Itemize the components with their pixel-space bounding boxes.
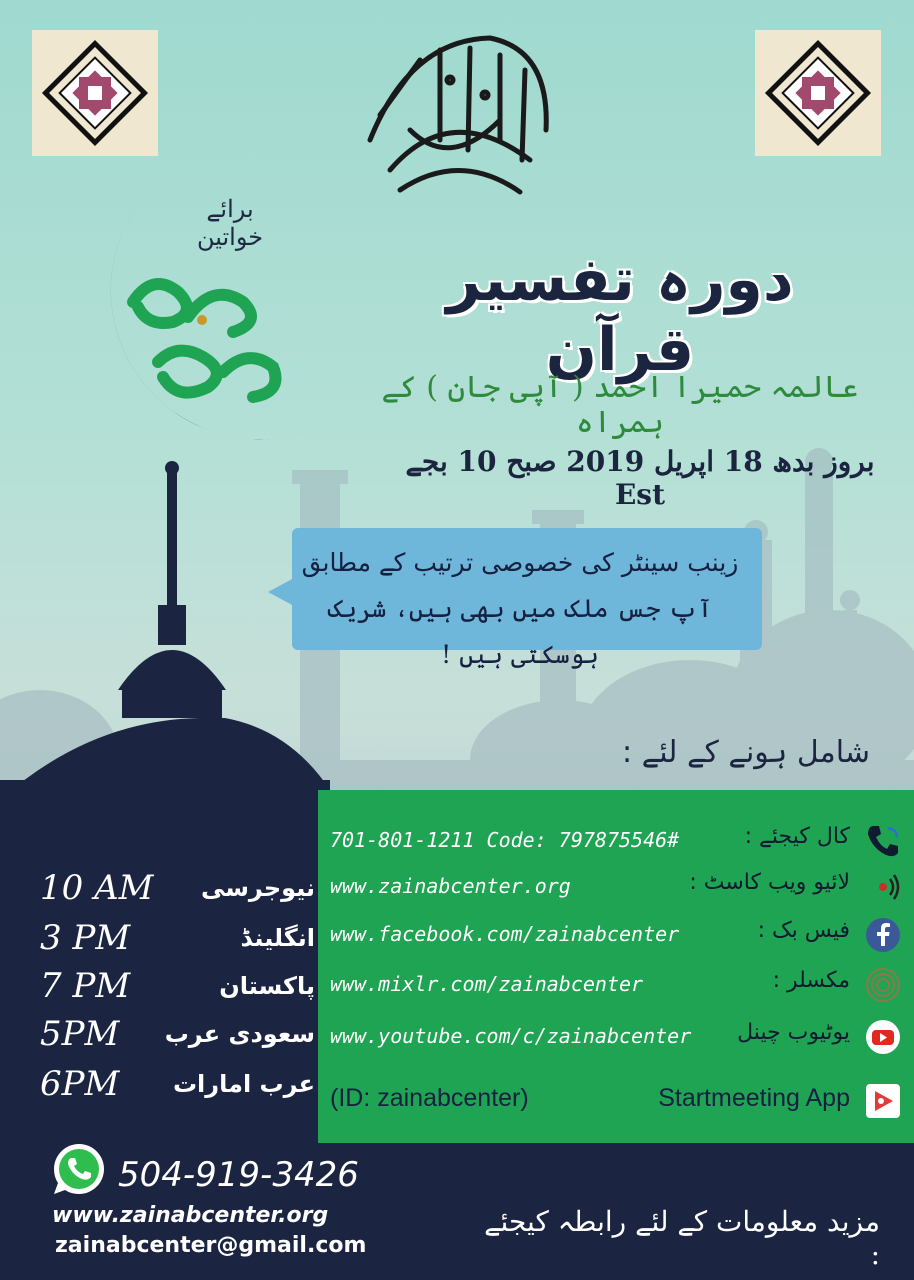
call-number[interactable]: 701-801-1211 Code: 797875546# xyxy=(330,828,680,852)
youtube-icon xyxy=(864,1018,902,1056)
join-label: شامل ہونے کے لئے : xyxy=(622,735,870,770)
contact-row-mixlr[interactable] xyxy=(328,964,908,1006)
quran-verse-calligraphy xyxy=(350,20,565,205)
time-value: 5PM xyxy=(40,1014,120,1054)
call-label: کال کیجئے : xyxy=(744,824,850,849)
bubble-line-2: آپ جس ملک میں بھی ہیں، شریک ہوسکتی ہیں ! xyxy=(327,594,713,669)
center-logo-right xyxy=(755,30,881,156)
mixlr-url[interactable]: www.mixlr.com/zainabcenter xyxy=(330,972,644,996)
contact-row-webcast[interactable] xyxy=(328,866,908,908)
podcast-icon xyxy=(864,868,902,906)
country-name: سعودی عرب xyxy=(164,1020,315,1048)
whatsapp-icon[interactable] xyxy=(50,1140,108,1198)
info-bubble-text xyxy=(300,540,740,678)
footer-email[interactable]: zainabcenter@gmail.com xyxy=(55,1233,367,1258)
country-name: پاکستان xyxy=(219,972,315,1000)
country-name: نیوجرسی xyxy=(201,874,315,902)
app-label: Startmeeting App xyxy=(658,1084,850,1112)
footer-website[interactable]: www.zainabcenter.org xyxy=(52,1203,329,1228)
bubble-line-1: زینب سینٹر کی خصوصی ترتیب کے مطابق xyxy=(301,548,739,577)
date-time-line: بروز بدھ 18 اپریل 2019 صبح 10 بجے Est xyxy=(405,445,875,511)
webcast-label: لائیو ویب کاسٹ : xyxy=(689,870,850,895)
time-row-england xyxy=(35,918,325,962)
mixlr-icon xyxy=(864,966,902,1004)
country-name: انگلینڈ xyxy=(240,924,315,952)
country-name: عرب امارات xyxy=(172,1070,315,1098)
mixlr-label: مکسلر : xyxy=(772,968,850,993)
time-value: 7 PM xyxy=(40,966,131,1006)
teacher-line: عالمہ حمیرا احمد ( آپی جان ) کے ہمراہ xyxy=(381,370,859,440)
facebook-icon xyxy=(864,916,902,954)
center-logo-left xyxy=(32,30,158,156)
bubble-tail xyxy=(268,578,294,606)
time-value: 6PM xyxy=(40,1064,120,1104)
facebook-url[interactable]: www.facebook.com/zainabcenter xyxy=(330,922,680,946)
course-title: دورہ تفسیر قرآن xyxy=(446,245,794,385)
contact-row-facebook[interactable] xyxy=(328,914,908,956)
youtube-label: یوٹیوب چینل xyxy=(737,1020,850,1045)
time-value: 10 AM xyxy=(40,868,154,908)
ramadan-calligraphy xyxy=(118,262,288,412)
time-row-uae xyxy=(35,1064,325,1108)
youtube-url[interactable]: www.youtube.com/c/zainabcenter xyxy=(330,1024,692,1048)
time-row-saudi xyxy=(35,1014,325,1058)
contact-row-youtube[interactable] xyxy=(328,1016,908,1058)
time-row-pakistan xyxy=(35,966,325,1010)
more-info-label: مزید معلومات کے لئے رابطہ کیجئے : xyxy=(484,1205,880,1271)
facebook-label: فیس بک : xyxy=(757,918,850,943)
app-id[interactable]: (ID: zainabcenter) xyxy=(330,1084,529,1112)
contact-row-call[interactable] xyxy=(328,820,908,862)
webcast-url[interactable]: www.zainabcenter.org xyxy=(330,874,571,898)
for-women-label: برائے خواتین xyxy=(196,195,264,251)
phone-icon xyxy=(864,822,902,860)
play-app-icon xyxy=(864,1082,902,1120)
contact-row-app[interactable] xyxy=(328,1080,908,1122)
time-row-new-jersey xyxy=(35,868,325,912)
whatsapp-number[interactable]: 504-919-3426 xyxy=(118,1155,359,1195)
time-value: 3 PM xyxy=(40,918,131,958)
